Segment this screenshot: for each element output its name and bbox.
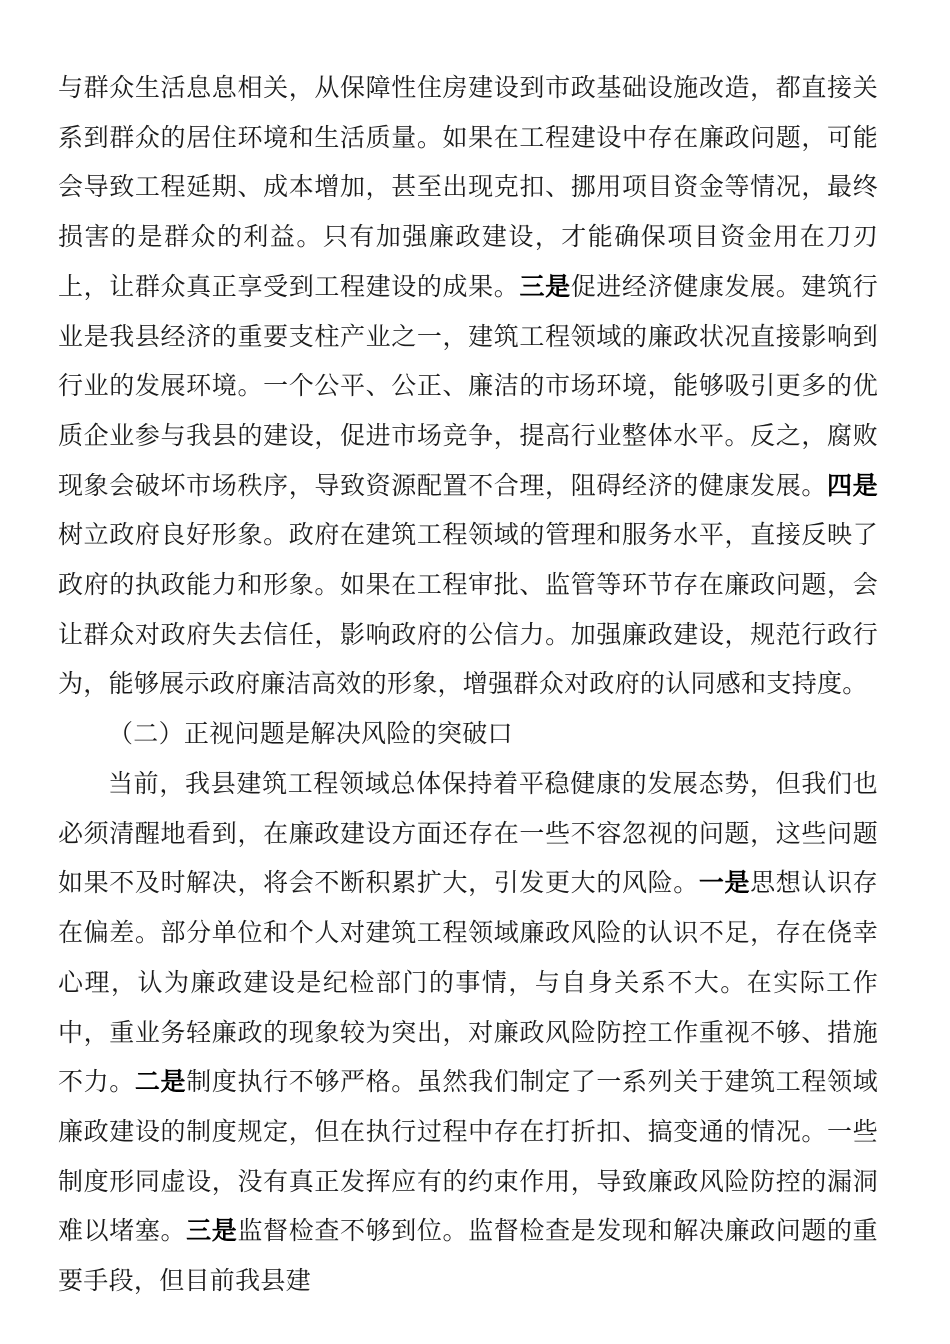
paragraph-2-text-3: 制度执行不够严格。虽然我们制定了一系列关于建筑工程领域廉政建设的制度规定，但在执行过程中存在打折扣、搞变通的情况。一些制度形同虚设，没有真正发挥应有的约束作用，导致廉政风险防控的漏洞难以堵塞。 [58, 1067, 878, 1246]
paragraph-2-text-4: 监督检查不够到位。监督检查是发现和解决廉政问题的重要手段，但目前我县建 [58, 1216, 878, 1296]
body-paragraph-1 [58, 63, 878, 709]
paragraph-1-text-2: 促进经济健康发展。建筑行业是我县经济的重要支柱产业之一，建筑工程领域的廉政状况直接影响到行业的发展环境。一个公平、公正、廉洁的市场环境，能够吸引更多的优质企业参与我县的建设，促进市场竞争，提高行业整体水平。反之，腐败现象会破坏市场秩序，导致资源配置不合理，阻碍经济的健康发展。 [58, 271, 879, 500]
body-paragraph-2 [58, 759, 878, 1306]
paragraph-2-emphasis-sanshi: 三是 [186, 1216, 238, 1246]
section-subheading: （二）正视问题是解决风险的突破口 [108, 719, 513, 748]
paragraph-1-text-3: 树立政府良好形象。政府在建筑工程领域的管理和服务水平，直接反映了政府的执政能力和形象。如果在工程审批、监管等环节存在廉政问题，会让群众对政府失去信任，影响政府的公信力。加强廉政建设，规范行政行为，能够展示政府廉洁高效的形象，增强群众对政府的认同感和支持度。 [58, 520, 878, 699]
paragraph-2-text-2: 思想认识存在偏差。部分单位和个人对建筑工程领域廉政风险的认识不足，存在侥幸心理，认为廉政建设是纪检部门的事情，与自身关系不大。在实际工作中，重业务轻廉政的现象较为突出，对廉政风险防控工作重视不够、措施不力。 [58, 868, 878, 1097]
paragraph-1-emphasis-sishi: 四是 [827, 470, 878, 500]
paragraph-2-emphasis-ershi: 二是 [134, 1067, 187, 1097]
paragraph-2-text-1: 当前，我县建筑工程领域总体保持着平稳健康的发展态势，但我们也必须清醒地看到，在廉政建设方面还存在一些不容忽视的问题，这些问题如果不及时解决，将会不断积累扩大，引发更大的风险。 [58, 769, 878, 898]
paragraph-1-emphasis-sanshi: 三是 [519, 271, 571, 301]
paragraph-1-text-1: 与群众生活息息相关，从保障性住房建设到市政基础设施改造，都直接关系到群众的居住环境和生活质量。如果在工程建设中存在廉政问题，可能会导致工程延期、成本增加，甚至出现克扣、挪用项目资金等情况，最终损害的是群众的利益。只有加强廉政建设，才能确保项目资金用在刀刃上，让群众真正享受到工程建设的成果。 [58, 73, 878, 301]
paragraph-2-emphasis-yishi: 一是 [698, 868, 751, 898]
